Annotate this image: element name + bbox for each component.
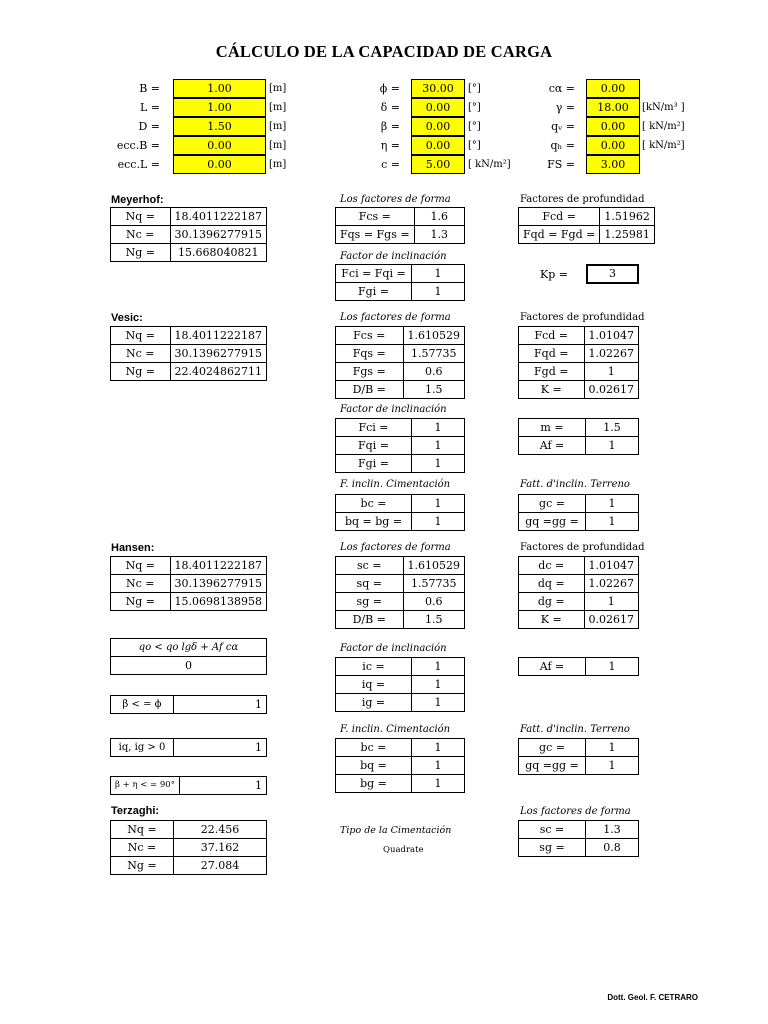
hansen-db-label: D/B = [336,611,404,629]
vesic-bq-label: bq = bg = [336,513,412,531]
hansen-prof-caption: Factores de profundidad [520,542,645,553]
hansen-bc-value: 1 [412,739,465,757]
meyerhof-fci-label: Fci = Fqi = [336,265,412,283]
meyerhof-prof-caption: Factores de profundidad [520,194,645,205]
hansen-sg-label: sg = [336,593,404,611]
section-vesic: Vesic: [111,312,143,324]
table-row [519,821,639,839]
vesic-fcd-label: Fcd = [519,327,585,345]
table-row [519,513,639,531]
hansen-af-label: Af = [519,658,586,676]
hansen-incl-table [335,657,465,712]
unit-d: [m] [269,121,287,132]
terzaghi-nq-value: 22.456 [174,821,267,839]
table-row [519,739,639,757]
input-qv[interactable]: 0.00 [586,117,640,136]
table-row [336,513,465,531]
input-label-qv: qᵥ = [551,120,575,133]
table-row [519,345,639,363]
vesic-db-label: D/B = [336,381,404,399]
unit-eccl: [m] [269,159,287,170]
hansen-dq-label: dq = [519,575,585,593]
hansen-nc-label: Nc = [111,575,171,593]
hansen-cond3-table [110,738,267,757]
hansen-iq-label: iq = [336,676,412,694]
vesic-n-table [110,326,267,381]
terzaghi-ng-value: 27.084 [174,857,267,875]
hansen-ic-label: ic = [336,658,412,676]
vesic-incl-caption: Factor de inclinación [340,404,447,415]
hansen-cond4-table [110,776,267,795]
table-row [111,839,267,857]
hansen-db-value: 1.5 [403,611,465,629]
hansen-sg-value: 0.6 [403,593,465,611]
table-row [519,363,639,381]
hansen-ig-label: ig = [336,694,412,712]
input-label-calpha: cα = [548,82,575,95]
table-row [111,345,267,363]
vesic-fqs-value: 1.57735 [403,345,465,363]
vesic-cim-caption: F. inclin. Cimentación [340,479,451,490]
vesic-fgs-label: Fgs = [336,363,404,381]
table-row [111,696,267,714]
table-row [519,437,639,455]
table-row [111,593,267,611]
vesic-fcd-value: 1.01047 [584,327,639,345]
hansen-nq-value: 18.4011222187 [170,557,266,575]
vesic-ter-table [518,494,639,531]
input-label-fs: FS = [547,158,575,171]
vesic-bq-value: 1 [412,513,465,531]
hansen-bg-label: bg = [336,775,412,793]
vesic-nc-label: Nc = [111,345,171,363]
hansen-cond4-label: β + η < = 90° [111,777,180,795]
hansen-gq-value: 1 [586,757,639,775]
vesic-fqd-value: 1.02267 [584,345,639,363]
hansen-cond3-label: iq, ig > 0 [111,739,174,757]
vesic-bc-value: 1 [412,495,465,513]
terzaghi-tipo-caption: Tipo de la Cimentación [340,825,452,836]
table-row [111,821,267,839]
table-row [336,226,465,244]
hansen-cond2-label: β < = ϕ [111,696,174,714]
table-row [336,265,465,283]
meyerhof-fcd-label: Fcd = [519,208,600,226]
vesic-k-label: K = [519,381,585,399]
input-c[interactable]: 5.00 [411,155,465,174]
input-l[interactable]: 1.00 [173,98,266,117]
meyerhof-fqd-value: 1.25981 [600,226,655,244]
table-row [336,345,465,363]
hansen-gc-label: gc = [519,739,586,757]
table-row [519,593,639,611]
table-row [111,739,267,757]
table-row [111,657,267,675]
hansen-ig-value: 1 [412,694,465,712]
input-beta[interactable]: 0.00 [411,117,465,136]
hansen-cond1-value: 0 [111,657,267,675]
meyerhof-n-table [110,207,267,262]
input-label-c: c = [381,158,400,171]
vesic-gc-label: gc = [519,495,586,513]
hansen-sc-value: 1.610529 [403,557,465,575]
input-gamma[interactable]: 18.00 [586,98,640,117]
meyerhof-nc-value: 30.1396277915 [170,226,266,244]
hansen-dc-value: 1.01047 [584,557,639,575]
table-row [111,327,267,345]
kp-value: 3 [586,264,639,284]
hansen-dq-value: 1.02267 [584,575,639,593]
input-eccb[interactable]: 0.00 [173,136,266,155]
vesic-forma-table [335,326,465,399]
input-eta[interactable]: 0.00 [411,136,465,155]
input-label-gamma: γ = [555,101,575,114]
table-row [111,777,267,795]
hansen-iq-value: 1 [412,676,465,694]
hansen-ter-caption: Fatt. d'inclin. Terreno [520,724,630,735]
vesic-ng-value: 22.4024862711 [170,363,266,381]
vesic-gq-label: gq =gg = [519,513,586,531]
meyerhof-prof-table [518,207,655,244]
meyerhof-fcs-label: Fcs = [336,208,415,226]
table-row [111,208,267,226]
table-row [519,557,639,575]
input-eccl[interactable]: 0.00 [173,155,266,174]
input-phi[interactable]: 30.00 [411,79,465,98]
table-row [519,839,639,857]
hansen-cim-table [335,738,465,793]
hansen-cond2-table [110,695,267,714]
meyerhof-fqd-label: Fqd = Fgd = [519,226,600,244]
input-label-phi: ϕ = [379,82,400,95]
terzaghi-forma-caption: Los factores de forma [520,806,631,817]
vesic-prof-table [518,326,639,399]
table-row [519,658,639,676]
hansen-prof-table [518,556,639,629]
table-row [336,658,465,676]
hansen-af-value: 1 [586,658,639,676]
meyerhof-nq-value: 18.4011222187 [170,208,266,226]
input-d[interactable]: 1.50 [173,117,266,136]
vesic-fqs-label: Fqs = [336,345,404,363]
hansen-cim-caption: F. inclin. Cimentación [340,724,451,735]
table-row [519,327,639,345]
table-row [111,857,267,875]
terzaghi-sg-value: 0.8 [586,839,639,857]
unit-qv: [ kN/m²] [642,121,685,132]
vesic-fcs-value: 1.610529 [403,327,465,345]
vesic-cim-table [335,494,465,531]
table-row [519,381,639,399]
hansen-bq-label: bq = [336,757,412,775]
table-row [111,575,267,593]
terzaghi-nc-value: 37.162 [174,839,267,857]
table-row [336,676,465,694]
hansen-bc-label: bc = [336,739,412,757]
table-row [336,455,465,473]
table-row [336,283,465,301]
vesic-fgi-label: Fgi = [336,455,412,473]
vesic-fqd-label: Fqd = [519,345,585,363]
vesic-incl-table [335,418,465,473]
section-terzaghi: Terzaghi: [111,805,160,817]
unit-eccb: [m] [269,140,287,151]
table-row [519,757,639,775]
vesic-nq-label: Nq = [111,327,171,345]
unit-c: [ kN/m²] [468,159,511,170]
table-row [111,226,267,244]
hansen-bq-value: 1 [412,757,465,775]
vesic-fgd-label: Fgd = [519,363,585,381]
hansen-bg-value: 1 [412,775,465,793]
hansen-ng-value: 15.0698138958 [170,593,266,611]
table-row [519,611,639,629]
input-label-qh: qₕ = [550,139,575,152]
vesic-ng-label: Ng = [111,363,171,381]
hansen-dc-label: dc = [519,557,585,575]
table-row [519,575,639,593]
table-row [336,495,465,513]
table-row [519,419,639,437]
vesic-fgi-value: 1 [412,455,465,473]
hansen-af-table [518,657,639,676]
input-label-delta: δ = [380,101,400,114]
hansen-cond1-table [110,638,267,675]
meyerhof-ng-value: 15.668040821 [170,244,266,262]
vesic-fgd-value: 1 [584,363,639,381]
vesic-gq-value: 1 [586,513,639,531]
meyerhof-fqs-value: 1.3 [414,226,464,244]
input-label-eccl: ecc.L = [117,158,160,171]
unit-eta: [°] [468,140,481,151]
meyerhof-nq-label: Nq = [111,208,171,226]
meyerhof-ng-label: Ng = [111,244,171,262]
meyerhof-incl-caption: Factor de inclinación [340,251,447,262]
meyerhof-fgi-value: 1 [412,283,465,301]
table-row [336,208,465,226]
vesic-k-value: 0.02617 [584,381,639,399]
hansen-cond4-value: 1 [179,777,266,795]
hansen-gc-value: 1 [586,739,639,757]
hansen-nq-label: Nq = [111,557,171,575]
hansen-ng-label: Ng = [111,593,171,611]
terzaghi-n-table [110,820,267,875]
table-row [336,775,465,793]
vesic-forma-caption: Los factores de forma [340,312,451,323]
input-calpha[interactable]: 0.00 [586,79,640,98]
vesic-gc-value: 1 [586,495,639,513]
table-row [336,611,465,629]
unit-b: [m] [269,83,287,94]
vesic-m-label: m = [519,419,586,437]
meyerhof-fci-value: 1 [412,265,465,283]
page-title: CÁLCULO DE LA CAPACIDAD DE CARGA [215,42,553,61]
vesic-prof-caption: Factores de profundidad [520,312,645,323]
unit-gamma: [kN/m³ ] [642,102,685,113]
terzaghi-ng-label: Ng = [111,857,174,875]
hansen-incl-caption: Factor de inclinación [340,643,447,654]
hansen-forma-caption: Los factores de forma [340,542,451,553]
hansen-nc-value: 30.1396277915 [170,575,266,593]
section-meyerhof: Meyerhof: [111,194,164,206]
table-row [336,437,465,455]
signature: Dott. Geol. F. CETRARO [607,993,698,1002]
hansen-ter-table [518,738,639,775]
unit-qh: [ kN/m²] [642,140,685,151]
terzaghi-forma-table [518,820,639,857]
terzaghi-sc-label: sc = [519,821,586,839]
vesic-fgs-value: 0.6 [403,363,465,381]
table-row [336,557,465,575]
input-label-l: L = [139,101,160,114]
hansen-forma-table [335,556,465,629]
vesic-nq-value: 18.4011222187 [170,327,266,345]
table-row [111,557,267,575]
table-row [519,495,639,513]
terzaghi-tipo-value: Quadrate [383,845,424,855]
vesic-ter-caption: Fatt. d'inclin. Terreno [520,479,630,490]
input-label-eta: η = [380,139,400,152]
input-fs[interactable]: 3.00 [586,155,640,174]
hansen-ic-value: 1 [412,658,465,676]
vesic-m-table [518,418,639,455]
input-label-beta: β = [380,120,400,133]
hansen-n-table [110,556,267,611]
table-row [336,694,465,712]
table-row [336,739,465,757]
terzaghi-nq-label: Nq = [111,821,174,839]
hansen-cond2-value: 1 [174,696,267,714]
vesic-fci-value: 1 [412,419,465,437]
table-row [336,327,465,345]
vesic-fci-label: Fci = [336,419,412,437]
meyerhof-fqs-label: Fqs = Fgs = [336,226,415,244]
table-row [519,226,655,244]
table-row [111,244,267,262]
table-row [336,363,465,381]
input-qh[interactable]: 0.00 [586,136,640,155]
input-label-b: B = [139,82,160,95]
vesic-m-value: 1.5 [586,419,639,437]
hansen-k-value: 0.02617 [584,611,639,629]
hansen-dg-label: dg = [519,593,585,611]
meyerhof-fcs-value: 1.6 [414,208,464,226]
unit-beta: [°] [468,121,481,132]
meyerhof-incl-table [335,264,465,301]
table-row [336,575,465,593]
table-row [336,381,465,399]
hansen-cond1-label: qo < qo lgδ + Af cα [111,639,267,657]
input-label-eccb: ecc.B = [116,139,160,152]
table-row [111,639,267,657]
terzaghi-nc-label: Nc = [111,839,174,857]
meyerhof-forma-table [335,207,465,244]
input-b[interactable]: 1.00 [173,79,266,98]
hansen-gq-label: gq =gg = [519,757,586,775]
hansen-sq-value: 1.57735 [403,575,465,593]
vesic-nc-value: 30.1396277915 [170,345,266,363]
vesic-af-value: 1 [586,437,639,455]
section-hansen: Hansen: [111,542,155,554]
unit-l: [m] [269,102,287,113]
input-delta[interactable]: 0.00 [411,98,465,117]
vesic-fqi-label: Fqi = [336,437,412,455]
meyerhof-fgi-label: Fgi = [336,283,412,301]
hansen-k-label: K = [519,611,585,629]
kp-label: Kp = [540,268,568,281]
hansen-dg-value: 1 [584,593,639,611]
meyerhof-fcd-value: 1.51962 [600,208,655,226]
table-row [336,593,465,611]
terzaghi-sc-value: 1.3 [586,821,639,839]
input-label-d: D = [138,120,160,133]
terzaghi-sg-label: sg = [519,839,586,857]
hansen-cond3-value: 1 [174,739,267,757]
hansen-sq-label: sq = [336,575,404,593]
meyerhof-forma-caption: Los factores de forma [340,194,451,205]
table-row [336,757,465,775]
unit-delta: [°] [468,102,481,113]
table-row [111,363,267,381]
vesic-fqi-value: 1 [412,437,465,455]
table-row [519,208,655,226]
hansen-sc-label: sc = [336,557,404,575]
vesic-fcs-label: Fcs = [336,327,404,345]
meyerhof-nc-label: Nc = [111,226,171,244]
vesic-db-value: 1.5 [403,381,465,399]
vesic-bc-label: bc = [336,495,412,513]
vesic-af-label: Af = [519,437,586,455]
unit-phi: [°] [468,83,481,94]
table-row [336,419,465,437]
